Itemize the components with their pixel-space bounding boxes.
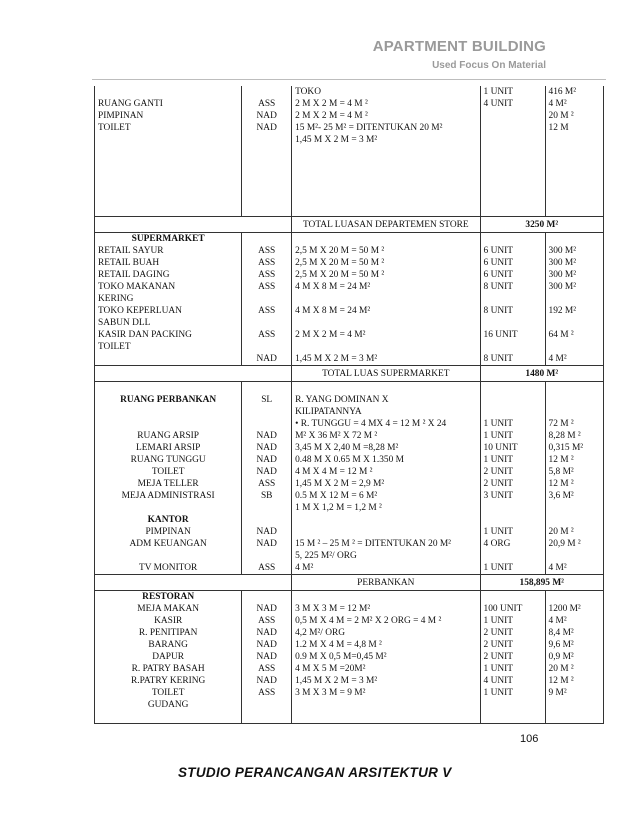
room-cell <box>95 406 242 418</box>
calculation-cell <box>292 341 480 353</box>
unit-count-cell: 6 UNIT <box>480 245 545 257</box>
table-row <box>95 651 604 663</box>
room-cell <box>95 353 242 366</box>
table-row <box>95 663 604 675</box>
table-row <box>95 406 604 418</box>
room-cell: KASIR DAN PACKING <box>95 329 242 341</box>
room-cell <box>95 502 242 514</box>
calculation-cell: 4,2 M²/ ORG <box>292 627 480 639</box>
unit-count-cell <box>480 591 545 604</box>
table-row <box>95 627 604 639</box>
unit-count-cell: 1 UNIT <box>480 687 545 699</box>
calculation-cell: 2,5 M X 20 M = 50 M ² <box>292 245 480 257</box>
unit-count-cell: 1 UNIT <box>480 663 545 675</box>
page-number: 106 <box>520 733 539 745</box>
room-cell: RETAIL BUAH <box>95 257 242 269</box>
area-cell: 4 M² <box>545 353 604 366</box>
calculation-cell: 1.2 M X 4 M = 4,8 M ² <box>292 639 480 651</box>
table-row <box>95 110 604 122</box>
unit-count-cell: 4 UNIT <box>480 675 545 687</box>
area-cell <box>545 293 604 305</box>
area-cell: 5,8 M² <box>545 466 604 478</box>
code-cell: ASS <box>242 329 292 341</box>
calculation-cell <box>292 711 480 724</box>
room-cell <box>95 86 242 98</box>
total-value: 158,895 M² <box>480 575 603 591</box>
unit-count-cell: 1 UNIT <box>480 86 545 98</box>
calculation-cell: 3 M X 3 M = 12 M² <box>292 603 480 615</box>
calculation-cell <box>292 526 480 538</box>
area-cell <box>545 134 604 217</box>
room-cell: SUPERMARKET <box>95 233 242 246</box>
code-cell: NAD <box>242 442 292 454</box>
calculation-cell: • R. TUNGGU = 4 MX 4 = 12 M ² X 24 <box>292 418 480 430</box>
calculation-cell: 2 M X 2 M = 4 M² <box>292 329 480 341</box>
total-label: TOTAL LUAS SUPERMARKET <box>292 366 480 382</box>
code-cell: ASS <box>242 281 292 293</box>
room-cell: RUANG TUNGGU <box>95 454 242 466</box>
code-cell: ASS <box>242 257 292 269</box>
room-cell: RUANG GANTI <box>95 98 242 110</box>
table-row <box>95 550 604 562</box>
calculation-cell: 4 M X 8 M = 24 M² <box>292 305 480 317</box>
calculation-cell: 1,45 M X 2 M = 3 M² <box>292 675 480 687</box>
room-cell: RETAIL SAYUR <box>95 245 242 257</box>
code-cell: NAD <box>242 110 292 122</box>
area-cell: 1200 M² <box>545 603 604 615</box>
area-cell: 3,6 M² <box>545 490 604 502</box>
room-cell: PIMPINAN <box>95 526 242 538</box>
room-cell: R.PATRY KERING <box>95 675 242 687</box>
total-spacer-cell <box>95 366 292 382</box>
unit-count-cell: 1 UNIT <box>480 418 545 430</box>
calculation-cell: 2,5 M X 20 M = 50 M ² <box>292 269 480 281</box>
code-cell: ASS <box>242 245 292 257</box>
calculation-cell: 4 M² <box>292 562 480 575</box>
area-cell <box>545 514 604 526</box>
unit-count-cell <box>480 122 545 134</box>
code-cell <box>242 293 292 305</box>
area-cell: 300 M² <box>545 281 604 293</box>
calculation-cell: 4 M X 4 M = 12 M ² <box>292 466 480 478</box>
unit-count-cell: 1 UNIT <box>480 430 545 442</box>
room-cell: KERING <box>95 293 242 305</box>
room-cell: R. PENITIPAN <box>95 627 242 639</box>
unit-count-cell: 100 UNIT <box>480 603 545 615</box>
area-cell <box>545 406 604 418</box>
total-value: 1480 M² <box>480 366 603 382</box>
calculation-cell: 2 M X 2 M = 4 M ² <box>292 98 480 110</box>
calculation-cell: 3 M X 3 M = 9 M² <box>292 687 480 699</box>
calculation-cell <box>292 317 480 329</box>
calculation-cell <box>292 699 480 711</box>
table-row <box>95 591 604 604</box>
document-title: APARTMENT BUILDING <box>372 38 546 55</box>
unit-count-cell: 2 UNIT <box>480 478 545 490</box>
room-cell: LEMARI ARSIP <box>95 442 242 454</box>
table-row <box>95 245 604 257</box>
table-row <box>95 257 604 269</box>
room-cell: DAPUR <box>95 651 242 663</box>
table-row <box>95 478 604 490</box>
room-cell: PIMPINAN <box>95 110 242 122</box>
calculation-cell: 15 M ² – 25 M ² = DITENTUKAN 20 M² <box>292 538 480 550</box>
area-cell: 0,315 M² <box>545 442 604 454</box>
calculation-cell: 4 M X 8 M = 24 M² <box>292 281 480 293</box>
code-cell <box>242 514 292 526</box>
code-cell: NAD <box>242 603 292 615</box>
table-row <box>95 442 604 454</box>
room-cell: TOILET <box>95 122 242 134</box>
code-cell: ASS <box>242 663 292 675</box>
code-cell: ASS <box>242 687 292 699</box>
code-cell <box>242 382 292 395</box>
unit-count-cell: 8 UNIT <box>480 281 545 293</box>
code-cell: ASS <box>242 562 292 575</box>
table-row <box>95 329 604 341</box>
table-row <box>95 562 604 575</box>
unit-count-cell: 6 UNIT <box>480 269 545 281</box>
area-cell: 300 M² <box>545 257 604 269</box>
room-cell: TOKO MAKANAN <box>95 281 242 293</box>
area-cell <box>545 550 604 562</box>
table-row <box>95 699 604 711</box>
table-row <box>95 502 604 514</box>
total-label: PERBANKAN <box>292 575 480 591</box>
code-cell <box>242 550 292 562</box>
calculation-cell: 1 M X 1,2 M = 1,2 M ² <box>292 502 480 514</box>
unit-count-cell <box>480 502 545 514</box>
area-cell: 8,4 M² <box>545 627 604 639</box>
table-row <box>95 305 604 317</box>
area-cell <box>545 341 604 353</box>
code-cell: ASS <box>242 98 292 110</box>
table-row <box>95 675 604 687</box>
code-cell: ASS <box>242 478 292 490</box>
unit-count-cell: 1 UNIT <box>480 454 545 466</box>
room-cell: R. PATRY BASAH <box>95 663 242 675</box>
area-cell <box>545 502 604 514</box>
room-cell <box>95 711 242 724</box>
unit-count-cell <box>480 699 545 711</box>
unit-count-cell <box>480 293 545 305</box>
table-row <box>95 281 604 293</box>
table-row <box>95 394 604 406</box>
room-cell: RESTORAN <box>95 591 242 604</box>
code-cell: NAD <box>242 639 292 651</box>
table-row <box>95 353 604 366</box>
area-cell: 0,9 M² <box>545 651 604 663</box>
total-spacer-cell <box>95 217 292 233</box>
code-cell: SL <box>242 394 292 406</box>
area-cell <box>545 699 604 711</box>
calculation-cell <box>292 514 480 526</box>
unit-count-cell <box>480 711 545 724</box>
calculation-cell <box>292 233 480 246</box>
total-spacer-cell <box>95 575 292 591</box>
unit-count-cell: 8 UNIT <box>480 353 545 366</box>
room-cell: TOILET <box>95 341 242 353</box>
area-cell: 300 M² <box>545 245 604 257</box>
calculation-cell: 1,45 M X 2 M = 3 M² <box>292 353 480 366</box>
calculation-cell: KILIPATANNYA <box>292 406 480 418</box>
table-row <box>95 86 604 98</box>
code-cell <box>242 86 292 98</box>
area-cell <box>545 394 604 406</box>
table-row <box>95 122 604 134</box>
area-cell: 12 M ² <box>545 675 604 687</box>
code-cell <box>242 233 292 246</box>
table-row <box>95 341 604 353</box>
unit-count-cell: 6 UNIT <box>480 257 545 269</box>
table-row <box>95 269 604 281</box>
table-row <box>95 233 604 246</box>
code-cell <box>242 591 292 604</box>
room-cell: KASIR <box>95 615 242 627</box>
unit-count-cell <box>480 233 545 246</box>
table-row <box>95 418 604 430</box>
calculation-cell: M² X 36 M² X 72 M ² <box>292 430 480 442</box>
unit-count-cell <box>480 110 545 122</box>
room-cell: TV MONITOR <box>95 562 242 575</box>
total-value: 3250 M² <box>480 217 603 233</box>
room-cell: ADM KEUANGAN <box>95 538 242 550</box>
room-cell <box>95 550 242 562</box>
calculation-cell: R. YANG DOMINAN X <box>292 394 480 406</box>
document-subtitle: Used Focus On Material <box>432 60 546 71</box>
room-cell: BARANG <box>95 639 242 651</box>
code-cell <box>242 711 292 724</box>
section-total-row <box>95 366 604 382</box>
table-row <box>95 293 604 305</box>
unit-count-cell: 1 UNIT <box>480 615 545 627</box>
room-cell: GUDANG <box>95 699 242 711</box>
space-program-table <box>94 86 604 724</box>
table-row <box>95 490 604 502</box>
calculation-cell: 2 M X 2 M = 4 M ² <box>292 110 480 122</box>
code-cell: NAD <box>242 627 292 639</box>
room-cell <box>95 382 242 395</box>
table-row <box>95 639 604 651</box>
area-cell: 9,6 M² <box>545 639 604 651</box>
area-cell: 192 M² <box>545 305 604 317</box>
code-cell <box>242 418 292 430</box>
calculation-cell: 5, 225 M²/ ORG <box>292 550 480 562</box>
calculation-cell: 0.48 M X 0.65 M X 1.350 M <box>292 454 480 466</box>
table-row <box>95 382 604 395</box>
table-row <box>95 603 604 615</box>
unit-count-cell <box>480 514 545 526</box>
code-cell <box>242 134 292 217</box>
area-cell: 4 M² <box>545 615 604 627</box>
area-cell: 12 M <box>545 122 604 134</box>
code-cell <box>242 699 292 711</box>
area-cell: 4 M² <box>545 562 604 575</box>
table-row <box>95 134 604 217</box>
unit-count-cell: 2 UNIT <box>480 651 545 663</box>
room-cell: SABUN DLL <box>95 317 242 329</box>
unit-count-cell <box>480 394 545 406</box>
studio-footer: STUDIO PERANCANGAN ARSITEKTUR V <box>178 765 452 780</box>
area-cell: 8,28 M ² <box>545 430 604 442</box>
calculation-cell <box>292 293 480 305</box>
table-row <box>95 526 604 538</box>
calculation-cell: 0,5 M X 4 M = 2 M² X 2 ORG = 4 M ² <box>292 615 480 627</box>
code-cell: NAD <box>242 675 292 687</box>
area-cell: 416 M² <box>545 86 604 98</box>
header-divider <box>92 79 606 80</box>
area-cell: 4 M² <box>545 98 604 110</box>
unit-count-cell: 16 UNIT <box>480 329 545 341</box>
table-row <box>95 430 604 442</box>
calculation-cell: 1,45 M X 2 M = 2,9 M² <box>292 478 480 490</box>
section-total-row <box>95 575 604 591</box>
calculation-cell: 0.5 M X 12 M = 6 M² <box>292 490 480 502</box>
room-cell <box>95 418 242 430</box>
unit-count-cell: 2 UNIT <box>480 639 545 651</box>
unit-count-cell: 10 UNIT <box>480 442 545 454</box>
area-cell: 300 M² <box>545 269 604 281</box>
area-cell: 20 M ² <box>545 663 604 675</box>
calculation-cell: 1,45 M X 2 M = 3 M² <box>292 134 480 217</box>
area-cell: 72 M ² <box>545 418 604 430</box>
calculation-cell: 2,5 M X 20 M = 50 M ² <box>292 257 480 269</box>
calculation-cell <box>292 382 480 395</box>
code-cell: NAD <box>242 538 292 550</box>
code-cell: SB <box>242 490 292 502</box>
code-cell: NAD <box>242 466 292 478</box>
code-cell: ASS <box>242 615 292 627</box>
unit-count-cell: 2 UNIT <box>480 466 545 478</box>
area-cell: 20,9 M ² <box>545 538 604 550</box>
area-cell <box>545 591 604 604</box>
table-row <box>95 98 604 110</box>
room-cell: RUANG PERBANKAN <box>95 394 242 406</box>
room-cell: KANTOR <box>95 514 242 526</box>
table-row <box>95 687 604 699</box>
table-row <box>95 466 604 478</box>
code-cell <box>242 341 292 353</box>
room-cell: MEJA ADMINISTRASI <box>95 490 242 502</box>
room-cell: TOILET <box>95 687 242 699</box>
calculation-cell: 15 M²- 25 M² = DITENTUKAN 20 M² <box>292 122 480 134</box>
table-row <box>95 615 604 627</box>
area-cell: 20 M ² <box>545 110 604 122</box>
code-cell: NAD <box>242 454 292 466</box>
total-label: TOTAL LUASAN DEPARTEMEN STORE <box>292 217 480 233</box>
unit-count-cell <box>480 134 545 217</box>
section-total-row <box>95 217 604 233</box>
area-cell <box>545 382 604 395</box>
table-row <box>95 317 604 329</box>
unit-count-cell <box>480 341 545 353</box>
room-cell: MEJA TELLER <box>95 478 242 490</box>
code-cell: NAD <box>242 651 292 663</box>
calculation-cell <box>292 591 480 604</box>
area-cell <box>545 317 604 329</box>
unit-count-cell <box>480 550 545 562</box>
code-cell: ASS <box>242 269 292 281</box>
room-cell <box>95 134 242 217</box>
unit-count-cell: 4 UNIT <box>480 98 545 110</box>
unit-count-cell: 8 UNIT <box>480 305 545 317</box>
room-cell: RUANG ARSIP <box>95 430 242 442</box>
unit-count-cell: 1 UNIT <box>480 562 545 575</box>
calculation-cell: 4 M X 5 M =20M² <box>292 663 480 675</box>
calculation-cell: 3,45 M X 2,40 M =8,28 M² <box>292 442 480 454</box>
code-cell <box>242 502 292 514</box>
code-cell: NAD <box>242 430 292 442</box>
unit-count-cell <box>480 406 545 418</box>
code-cell <box>242 317 292 329</box>
calculation-cell: TOKO <box>292 86 480 98</box>
area-cell: 9 M² <box>545 687 604 699</box>
area-cell <box>545 711 604 724</box>
code-cell <box>242 406 292 418</box>
unit-count-cell: 1 UNIT <box>480 526 545 538</box>
area-cell: 12 M ² <box>545 454 604 466</box>
code-cell: NAD <box>242 353 292 366</box>
area-cell: 12 M ² <box>545 478 604 490</box>
room-cell: RETAIL DAGING <box>95 269 242 281</box>
code-cell: NAD <box>242 122 292 134</box>
table-row <box>95 514 604 526</box>
table-row <box>95 454 604 466</box>
unit-count-cell: 4 ORG <box>480 538 545 550</box>
unit-count-cell <box>480 382 545 395</box>
unit-count-cell: 2 UNIT <box>480 627 545 639</box>
area-cell: 64 M ² <box>545 329 604 341</box>
table-row <box>95 538 604 550</box>
room-cell: MEJA MAKAN <box>95 603 242 615</box>
area-cell <box>545 233 604 246</box>
code-cell: NAD <box>242 526 292 538</box>
code-cell: ASS <box>242 305 292 317</box>
unit-count-cell: 3 UNIT <box>480 490 545 502</box>
area-cell: 20 M ² <box>545 526 604 538</box>
table-row <box>95 711 604 724</box>
calculation-cell: 0.9 M X 0,5 M=0,45 M² <box>292 651 480 663</box>
unit-count-cell <box>480 317 545 329</box>
room-cell: TOKO KEPERLUAN <box>95 305 242 317</box>
room-cell: TOILET <box>95 466 242 478</box>
